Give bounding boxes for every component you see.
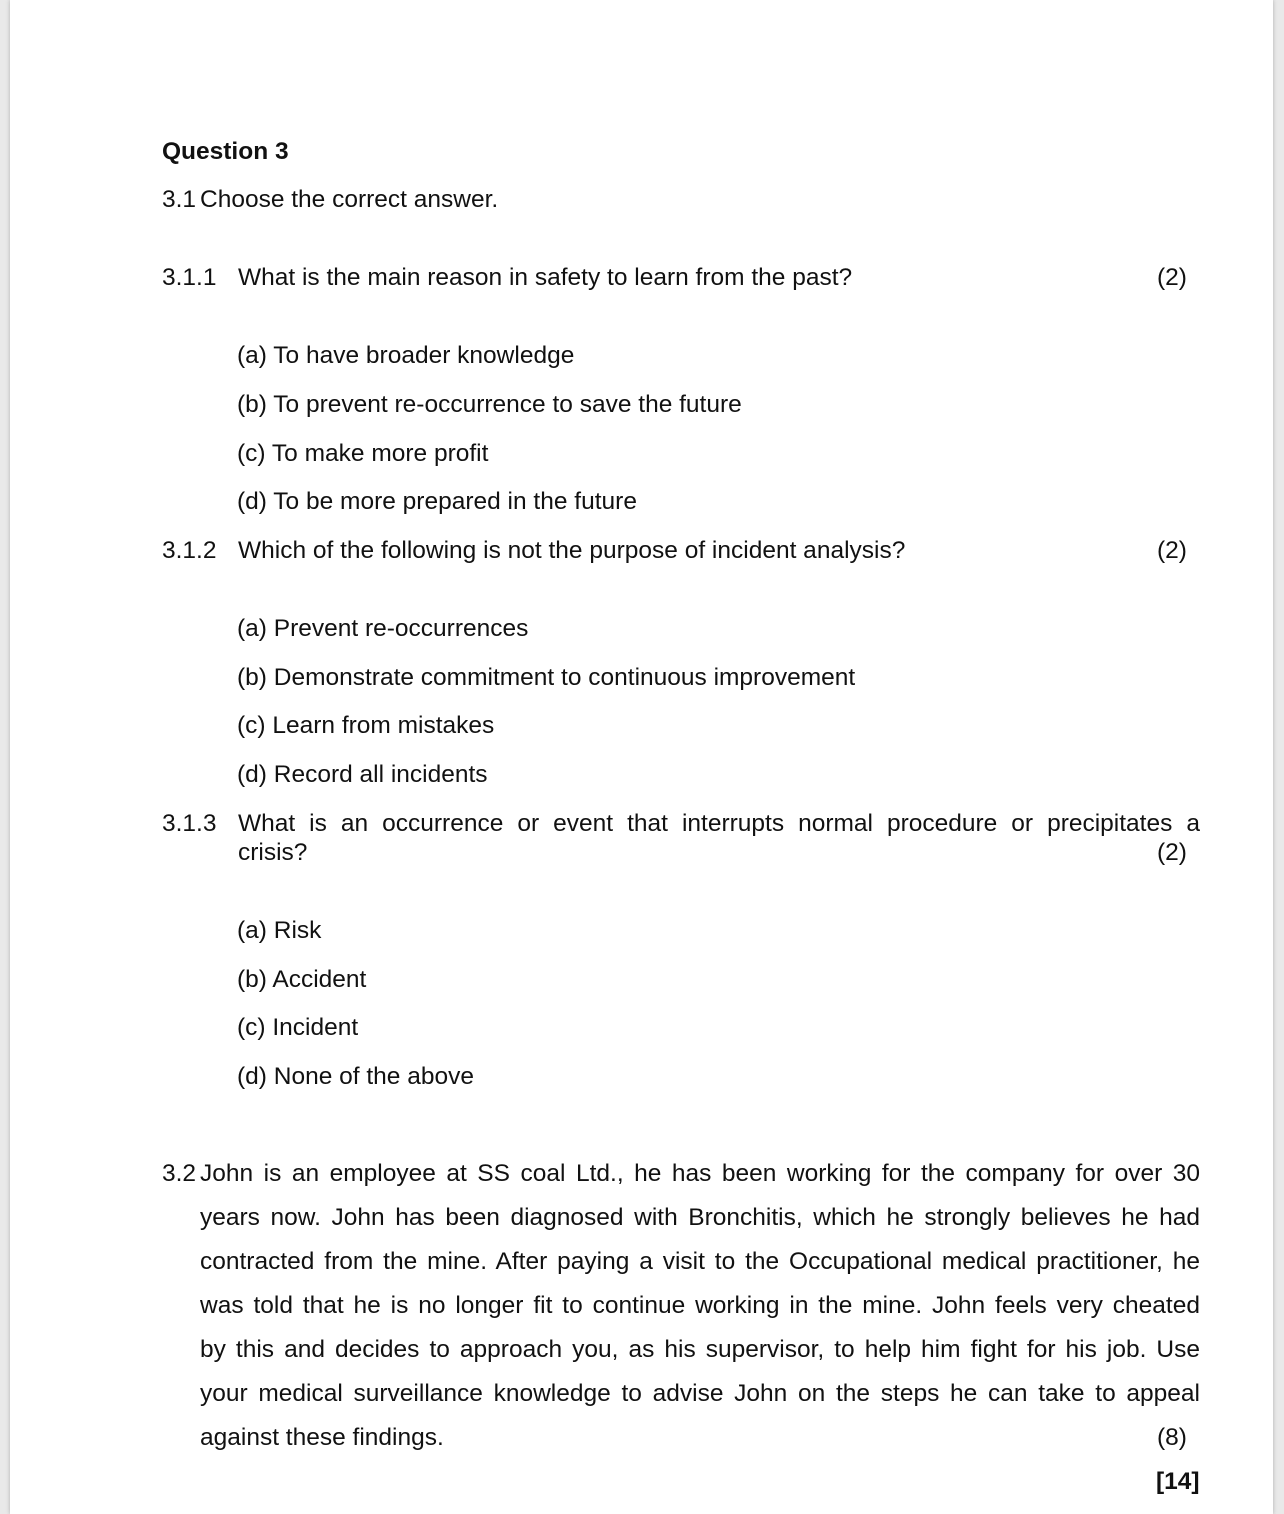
answer-option: (c) Incident bbox=[237, 1014, 359, 1041]
paragraph-line: by this and decides to approach you, as his supervisor, to help him fight for his job. Use bbox=[200, 1336, 1200, 1363]
answer-option: (b) Demonstrate commitment to continuous improvement bbox=[237, 664, 856, 691]
answer-option: (a) Risk bbox=[237, 917, 322, 944]
question-number: 3.1.2 bbox=[162, 537, 217, 564]
paragraph-line: was told that he is no longer fit to continue working in the mine. John feels very cheated bbox=[200, 1292, 1200, 1319]
answer-option: (b) Accident bbox=[237, 966, 367, 993]
question-text-continued: crisis? bbox=[238, 839, 308, 866]
answer-option: (c) Learn from mistakes bbox=[237, 712, 495, 739]
question-marks: (2) bbox=[1157, 537, 1187, 564]
scenario-paragraph bbox=[200, 1159, 1200, 1467]
answer-option: (a) To have broader knowledge bbox=[237, 342, 575, 369]
question-marks: (8) bbox=[1157, 1424, 1187, 1451]
total-marks: [14] bbox=[1156, 1468, 1200, 1495]
answer-option: (d) None of the above bbox=[237, 1063, 474, 1090]
question-text: Which of the following is not the purpose of incident analysis? bbox=[238, 537, 906, 564]
paragraph-line: your medical surveillance knowledge to advise John on the steps he can take to appeal bbox=[200, 1380, 1200, 1407]
question-heading: Question 3 bbox=[162, 138, 289, 165]
question-marks: (2) bbox=[1157, 264, 1187, 291]
paragraph-line: against these findings. bbox=[200, 1424, 444, 1451]
paragraph-line: years now. John has been diagnosed with Bronchitis, which he strongly believes he had bbox=[200, 1204, 1200, 1231]
question-marks: (2) bbox=[1157, 839, 1187, 866]
answer-option: (b) To prevent re-occurrence to save the future bbox=[237, 391, 742, 418]
answer-option: (c) To make more profit bbox=[237, 440, 489, 467]
answer-option: (d) To be more prepared in the future bbox=[237, 488, 637, 515]
paragraph-line: John is an employee at SS coal Ltd., he has been working for the company for over 30 bbox=[200, 1160, 1200, 1187]
section-3-1-instruction: Choose the correct answer. bbox=[200, 186, 499, 213]
section-3-2-number: 3.2 bbox=[162, 1160, 197, 1187]
question-number: 3.1.1 bbox=[162, 264, 217, 291]
question-text: What is the main reason in safety to learn from the past? bbox=[238, 264, 853, 291]
question-number: 3.1.3 bbox=[162, 810, 217, 837]
paragraph-line: contracted from the mine. After paying a visit to the Occupational medical practitioner, he bbox=[200, 1248, 1200, 1275]
answer-option: (d) Record all incidents bbox=[237, 761, 488, 788]
answer-option: (a) Prevent re-occurrences bbox=[237, 615, 529, 642]
document-page bbox=[10, 0, 1273, 1514]
question-text: What is an occurrence or event that interrupts normal procedure or precipitates a bbox=[238, 810, 1200, 837]
section-3-1-number: 3.1 bbox=[162, 186, 197, 213]
